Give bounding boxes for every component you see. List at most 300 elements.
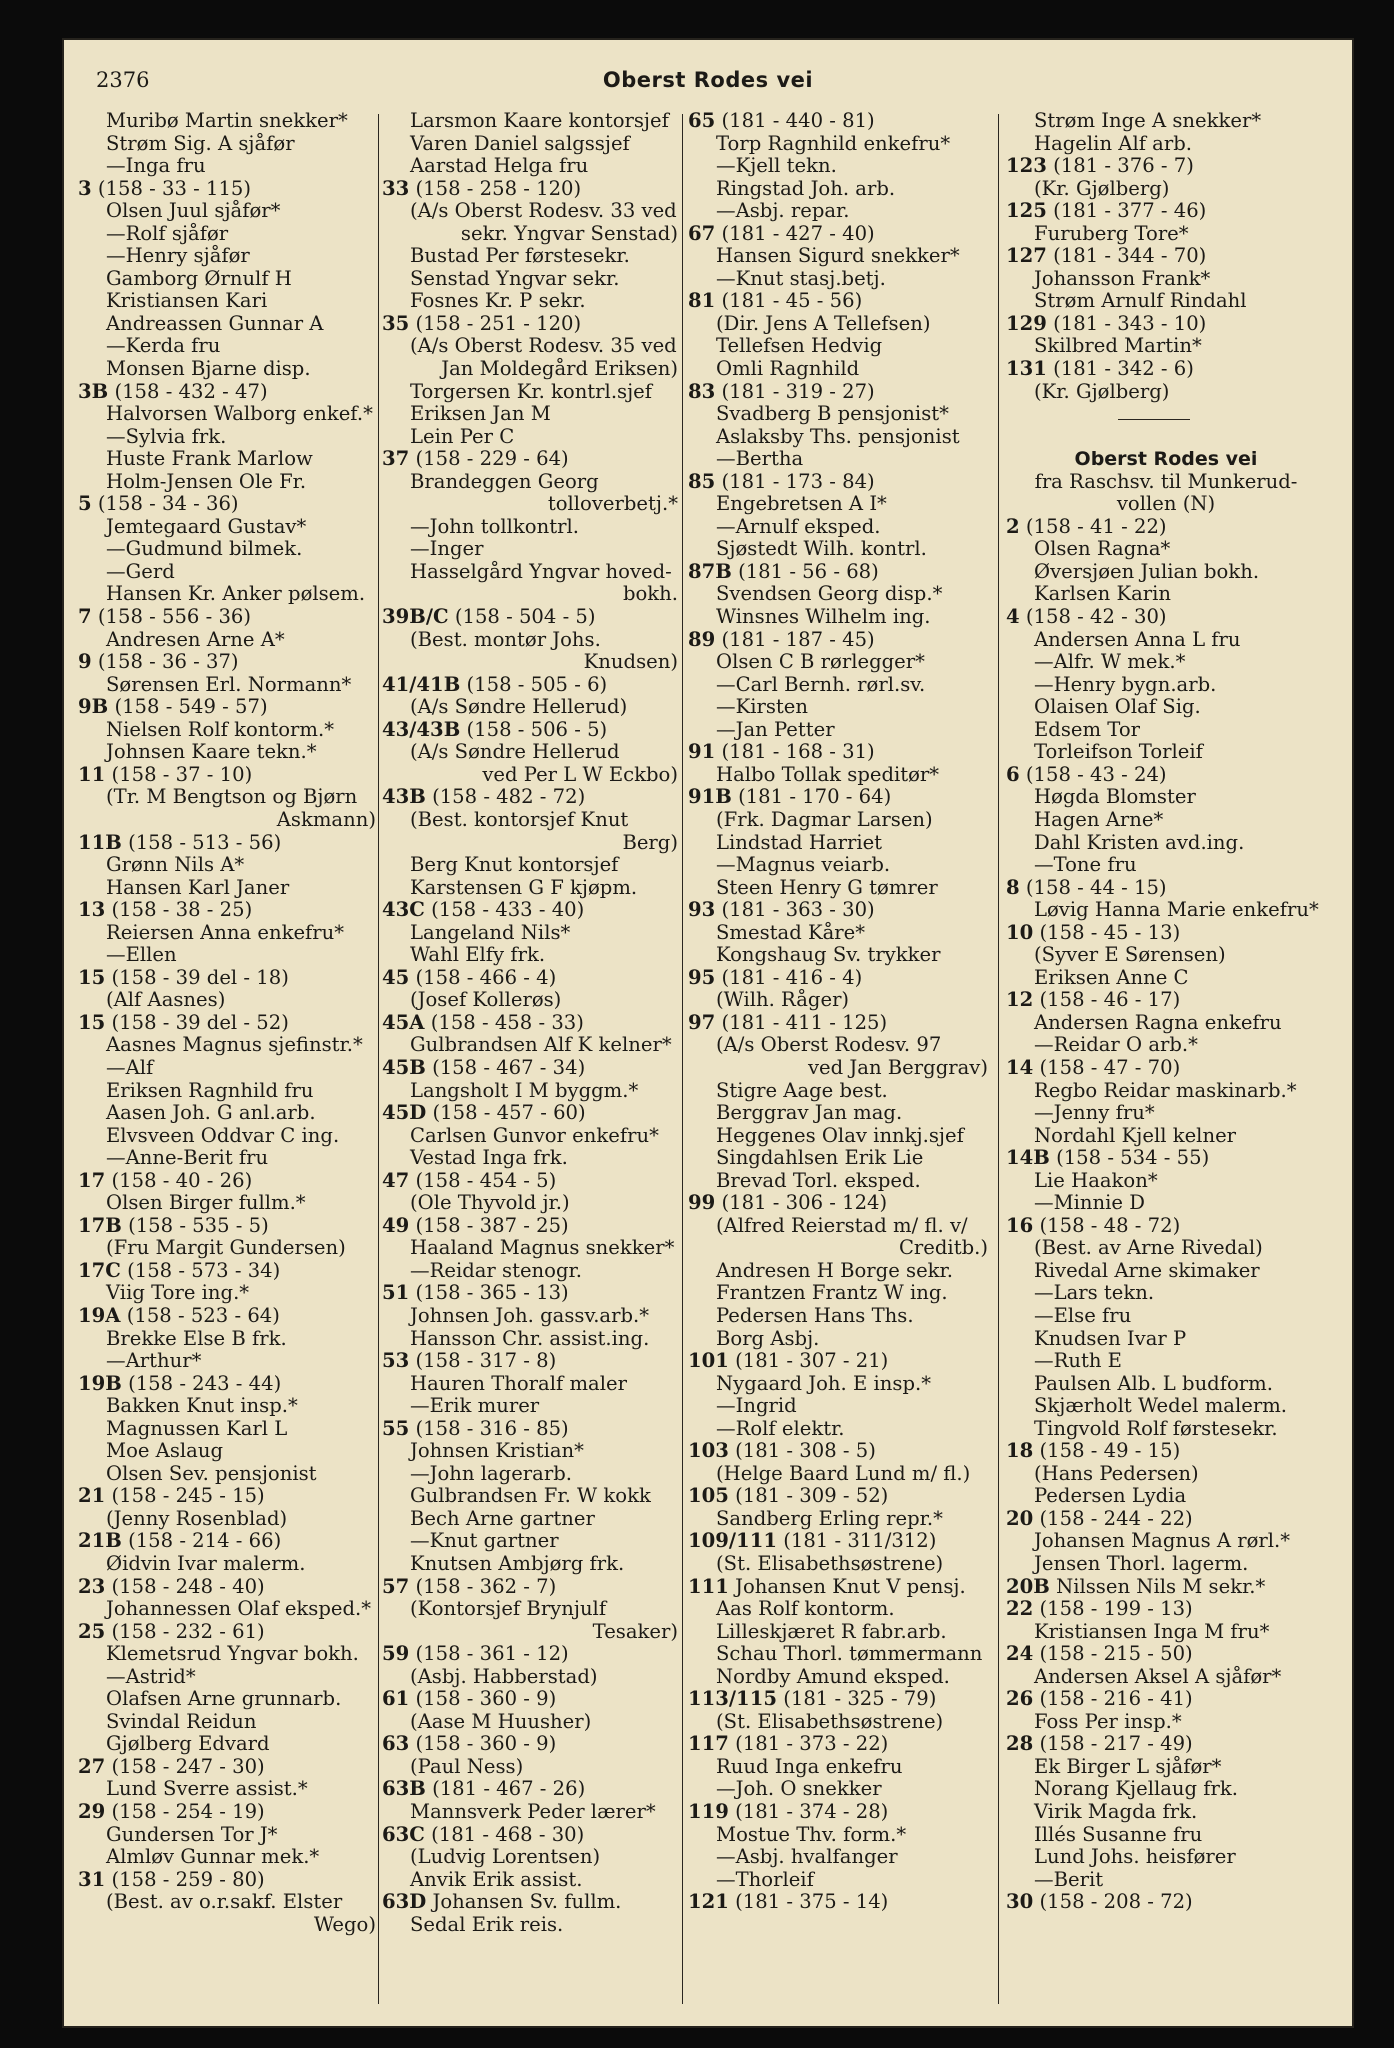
- address-detail: (181 - 319 - 27): [721, 379, 875, 403]
- resident-entry: Gjølberg Edvard: [106, 1732, 270, 1756]
- resident-entry: Jensen Thorl. lagerm.: [1034, 1552, 1249, 1575]
- address-line: [1006, 1147, 1326, 1170]
- house-number: 101: [688, 1349, 729, 1373]
- house-number: 4: [1006, 605, 1020, 629]
- resident-entry: —Minnie D: [1034, 1191, 1145, 1215]
- address-detail: Johansen Sv. fullm.: [432, 1890, 622, 1914]
- address-detail: (158 - 244 - 22): [1039, 1506, 1193, 1530]
- house-number: 9: [78, 650, 92, 674]
- resident-entry: Høgda Blomster: [1034, 785, 1196, 809]
- address-detail: Nilssen Nils M sekr.*: [1056, 1574, 1266, 1598]
- address-detail: (181 - 45 - 56): [721, 289, 863, 313]
- resident-entry: Langsholt I M byggm.*: [410, 1078, 639, 1102]
- address-detail: (181 - 427 - 40): [721, 221, 875, 245]
- resident-entry: Ruud Inga enkefru: [716, 1754, 903, 1778]
- resident-entry: —Carl Bernh. rørl.sv.: [716, 672, 926, 696]
- house-number: 3B: [78, 379, 109, 403]
- column-rule: [682, 114, 683, 2004]
- address-line: [382, 313, 678, 336]
- resident-entry: Hasselgård Yngvar hoved-: [410, 559, 672, 583]
- address-detail: (158 - 229 - 64): [415, 447, 569, 471]
- address-line: [1006, 1508, 1326, 1531]
- address-line: [1006, 358, 1326, 381]
- house-number: 103: [688, 1439, 729, 1463]
- address-detail: (158 - 457 - 60): [432, 1101, 586, 1125]
- resident-entry: —Thorleif: [716, 1867, 814, 1891]
- house-number: 59: [382, 1642, 410, 1666]
- address-line: [78, 1801, 376, 1824]
- resident-entry: Andersen Ragna enkefru: [1034, 1010, 1282, 1034]
- address-line: [1006, 313, 1326, 336]
- resident-entry: Øidvin Ivar malerm.: [106, 1552, 306, 1575]
- address-line: [1006, 989, 1326, 1012]
- address-line: [78, 1869, 376, 1892]
- address-line: [688, 1192, 988, 1215]
- resident-entry: (Jenny Rosenblad): [106, 1506, 288, 1530]
- address-line: [78, 1260, 376, 1283]
- address-line: [1006, 200, 1326, 223]
- address-detail: (158 - 365 - 13): [415, 1281, 569, 1305]
- address-line: [382, 1418, 678, 1441]
- house-number: 20B: [1006, 1574, 1050, 1598]
- address-detail: (158 - 433 - 40): [431, 898, 585, 922]
- house-number: 45D: [382, 1101, 427, 1125]
- address-detail: (158 - 36 - 37): [97, 650, 239, 674]
- house-number: 22: [1006, 1597, 1034, 1621]
- directory-column-1: [78, 110, 376, 1936]
- resident-entry: Olsen Sev. pensjonist: [106, 1461, 317, 1485]
- house-number: 12: [1006, 988, 1034, 1012]
- resident-entry: Rivedal Arne skimaker: [1034, 1258, 1260, 1282]
- address-line: [1006, 1688, 1326, 1711]
- resident-entry: Olafsen Arne grunnarb.: [106, 1687, 342, 1711]
- address-line: [382, 1215, 678, 1238]
- address-line: [382, 899, 678, 922]
- continuation-line: ved Per L W Eckbo): [482, 762, 678, 786]
- resident-entry: Strøm Inge A snekker*: [1034, 109, 1262, 132]
- address-line: [78, 1305, 376, 1328]
- house-number: 39B/C: [382, 605, 449, 629]
- house-number: 117: [688, 1732, 729, 1756]
- section-divider: [1006, 403, 1326, 426]
- resident-entry: Olsen Juul sjåfør*: [106, 199, 281, 223]
- address-detail: (181 - 173 - 84): [721, 469, 875, 493]
- resident-entry: Johannessen Olaf eksped.*: [106, 1597, 372, 1621]
- house-number: 51: [382, 1281, 410, 1305]
- resident-entry: —Arthur*: [106, 1349, 202, 1373]
- house-number: 127: [1006, 244, 1047, 268]
- address-detail: (158 - 360 - 9): [415, 1732, 557, 1756]
- address-line: [382, 719, 678, 742]
- continuation-line: Tesaker): [592, 1619, 678, 1643]
- resident-entry: Norang Kjellaug frk.: [1034, 1777, 1239, 1801]
- resident-entry: Skjærholt Wedel malerm.: [1034, 1394, 1288, 1418]
- address-line: [688, 110, 988, 133]
- address-line: [688, 1733, 988, 1756]
- address-detail: (181 - 307 - 21): [735, 1349, 889, 1373]
- house-number: 63B: [382, 1777, 426, 1801]
- resident-entry: Nygaard Joh. E insp.*: [716, 1371, 932, 1395]
- resident-entry: Svendsen Georg disp.*: [716, 582, 943, 606]
- house-number: 81: [688, 289, 716, 313]
- address-line: [1006, 764, 1326, 787]
- address-detail: (181 - 309 - 52): [735, 1484, 889, 1508]
- continuation-line: sekr. Yngvar Senstad): [460, 221, 678, 245]
- house-number: 25: [78, 1619, 106, 1643]
- address-line: [688, 1891, 988, 1914]
- address-line: [78, 1621, 376, 1644]
- resident-entry: —Arnulf eksped.: [716, 514, 881, 538]
- house-number: 16: [1006, 1213, 1034, 1237]
- address-detail: (181 - 440 - 81): [721, 109, 875, 132]
- house-number: 45A: [382, 1010, 425, 1034]
- resident-entry: Torp Ragnhild enkefru*: [716, 131, 951, 155]
- house-number: 17: [78, 1168, 106, 1192]
- address-line: [78, 1012, 376, 1035]
- resident-entry: Almløv Gunnar mek.*: [106, 1845, 320, 1869]
- resident-entry: Lilleskjæret R fabr.arb.: [716, 1619, 947, 1643]
- resident-entry: Schau Thorl. tømmermann: [716, 1642, 983, 1666]
- address-line: [1006, 1733, 1326, 1756]
- address-detail: (158 - 39 del - 18): [111, 965, 289, 989]
- resident-entry: —Asbj. hvalfanger: [716, 1845, 898, 1869]
- resident-entry: (Kr. Gjølberg): [1034, 379, 1170, 403]
- house-number: 18: [1006, 1439, 1034, 1463]
- continuation-line: Askmann): [276, 807, 376, 831]
- house-number: 49: [382, 1213, 410, 1237]
- address-detail: (181 - 311/312): [783, 1529, 937, 1553]
- resident-entry: Brevad Torl. eksped.: [716, 1168, 921, 1192]
- house-number: 10: [1006, 920, 1034, 944]
- address-detail: (158 - 505 - 6): [466, 672, 608, 696]
- house-number: 35: [382, 311, 410, 335]
- address-detail: (181 - 373 - 22): [735, 1732, 889, 1756]
- address-detail: (158 - 48 - 72): [1039, 1213, 1181, 1237]
- resident-entry: Sandberg Erling repr.*: [716, 1506, 943, 1530]
- resident-entry: (Wilh. Råger): [716, 988, 850, 1012]
- address-detail: (181 - 377 - 46): [1053, 199, 1207, 223]
- resident-entry: Holm-Jensen Ole Fr.: [106, 469, 307, 493]
- resident-entry: Senstad Yngvar sekr.: [410, 266, 620, 290]
- resident-entry: Monsen Bjarne disp.: [106, 357, 311, 381]
- house-number: 61: [382, 1687, 410, 1711]
- resident-entry: Kristiansen Inga M fru*: [1034, 1619, 1270, 1643]
- address-detail: (158 - 208 - 72): [1039, 1890, 1193, 1914]
- resident-entry: (Helge Baard Lund m/ fl.): [716, 1461, 971, 1485]
- directory-page: [62, 38, 1354, 2028]
- resident-entry: Sedal Erik reis.: [410, 1912, 564, 1936]
- resident-entry: Smestad Kåre*: [716, 920, 866, 944]
- resident-entry: Andersen Aksel A sjåfør*: [1034, 1664, 1282, 1688]
- resident-entry: Skilbred Martin*: [1034, 334, 1202, 358]
- continuation-line: ved Jan Berggrav): [807, 1055, 988, 1079]
- resident-entry: —Reidar O arb.*: [1034, 1033, 1198, 1057]
- address-line: [1006, 1057, 1326, 1080]
- address-line: [382, 606, 678, 629]
- resident-entry: Lein Per C: [410, 424, 515, 448]
- resident-entry: —Henry bygn.arb.: [1034, 672, 1217, 696]
- resident-entry: —Sylvia frk.: [106, 424, 227, 448]
- resident-entry: Omli Ragnhild: [716, 357, 860, 381]
- resident-entry: (St. Elisabethsøstrene): [716, 1709, 944, 1733]
- house-number: 8: [1006, 875, 1020, 899]
- resident-entry: Fosnes Kr. P sekr.: [410, 289, 586, 313]
- resident-entry: Engebretsen A I*: [716, 492, 887, 516]
- address-line: [1006, 1215, 1326, 1238]
- resident-entry: Knudsen Ivar P: [1034, 1326, 1187, 1350]
- address-line: [382, 1778, 678, 1801]
- house-number: 93: [688, 898, 716, 922]
- house-number: 87B: [688, 559, 732, 583]
- address-line: [688, 290, 988, 313]
- resident-entry: (A/s Søndre Hellerud: [410, 740, 620, 764]
- address-line: [78, 967, 376, 990]
- resident-entry: Karlsen Karin: [1034, 582, 1172, 606]
- address-detail: (181 - 468 - 30): [431, 1822, 585, 1846]
- address-line: [382, 1102, 678, 1125]
- resident-entry: (A/s Oberst Rodesv. 97: [716, 1033, 942, 1057]
- address-detail: (158 - 362 - 7): [415, 1574, 557, 1598]
- house-number: 105: [688, 1484, 729, 1508]
- resident-entry: Dahl Kristen avd.ing.: [1034, 830, 1245, 854]
- resident-entry: —Inga fru: [106, 154, 206, 178]
- resident-entry: Johansen Magnus A rørl.*: [1034, 1529, 1291, 1553]
- address-detail: (158 - 248 - 40): [111, 1574, 265, 1598]
- resident-entry: Aarstad Helga fru: [410, 154, 589, 178]
- address-detail: (158 - 251 - 120): [415, 311, 582, 335]
- resident-entry: Lie Haakon*: [1034, 1168, 1158, 1192]
- address-detail: (158 - 38 - 25): [111, 898, 253, 922]
- resident-entry: Brekke Else B frk.: [106, 1326, 287, 1350]
- address-line: [382, 178, 678, 201]
- address-line: [688, 629, 988, 652]
- address-line: [78, 178, 376, 201]
- address-line: [78, 832, 376, 855]
- resident-entry: —Alf: [106, 1055, 154, 1079]
- house-number: 43B: [382, 785, 426, 809]
- resident-entry: Steen Henry G tømrer: [716, 875, 938, 899]
- address-line: [382, 448, 678, 471]
- address-detail: (158 - 535 - 5): [128, 1213, 269, 1237]
- address-detail: (158 - 432 - 47): [114, 379, 268, 403]
- address-detail: (158 - 467 - 34): [432, 1055, 586, 1079]
- resident-entry: (Paul Ness): [410, 1754, 524, 1778]
- address-line: [78, 1170, 376, 1193]
- address-detail: (158 - 361 - 12): [415, 1642, 569, 1666]
- resident-entry: (Best. av Arne Rivedal): [1034, 1236, 1263, 1260]
- resident-entry: —Henry sjåfør: [106, 244, 250, 268]
- address-detail: (181 - 342 - 6): [1053, 357, 1194, 381]
- address-line: [382, 786, 678, 809]
- address-line: [688, 786, 988, 809]
- address-line: [382, 1688, 678, 1711]
- resident-entry: —Bertha: [716, 447, 804, 471]
- resident-entry: Moe Aslaug: [106, 1439, 223, 1463]
- address-line: [78, 1576, 376, 1599]
- house-number: 55: [382, 1416, 410, 1440]
- resident-entry: Aasen Joh. G anl.arb.: [106, 1101, 316, 1125]
- address-detail: (158 - 245 - 15): [111, 1484, 265, 1508]
- house-number: 45: [382, 965, 410, 989]
- resident-entry: Klemetsrud Yngvar bokh.: [106, 1642, 359, 1666]
- resident-entry: Bech Arne gartner: [410, 1506, 595, 1530]
- resident-entry: Strøm Sig. A sjåfør: [106, 131, 295, 155]
- address-detail: (158 - 232 - 61): [111, 1619, 265, 1643]
- resident-entry: (Ole Thyvold jr.): [410, 1191, 570, 1215]
- house-number: 129: [1006, 311, 1047, 335]
- resident-entry: Andreassen Gunnar A: [106, 311, 324, 335]
- address-detail: (158 - 217 - 49): [1039, 1732, 1193, 1756]
- address-line: [688, 967, 988, 990]
- address-detail: (158 - 34 - 36): [97, 492, 239, 516]
- house-number: 9B: [78, 695, 109, 719]
- section-subheading: vollen (N): [1116, 492, 1216, 516]
- resident-entry: Larsmon Kaare kontorsjef: [410, 109, 669, 132]
- house-number: 17B: [78, 1213, 122, 1237]
- address-line: [382, 1824, 678, 1847]
- house-number: 5: [78, 492, 92, 516]
- house-number: 30: [1006, 1890, 1034, 1914]
- address-detail: (181 - 325 - 79): [783, 1687, 937, 1711]
- address-detail: (181 - 467 - 26): [432, 1777, 586, 1801]
- resident-entry: Bustad Per førstesekr.: [410, 244, 630, 268]
- resident-entry: —Ingrid: [716, 1394, 797, 1418]
- address-line: [382, 1057, 678, 1080]
- house-number: 67: [688, 221, 716, 245]
- resident-entry: Andersen Anna L fru: [1034, 627, 1241, 651]
- resident-entry: (Asbj. Habberstad): [410, 1664, 598, 1688]
- resident-entry: Øversjøen Julian bokh.: [1034, 559, 1260, 583]
- address-line: [382, 1643, 678, 1666]
- address-line: [78, 493, 376, 516]
- resident-entry: Sørensen Erl. Normann*: [106, 672, 352, 696]
- address-detail: (181 - 375 - 14): [735, 1890, 889, 1914]
- house-number: 43C: [382, 898, 425, 922]
- house-number: 85: [688, 469, 716, 493]
- resident-entry: —Kjell tekn.: [716, 154, 837, 178]
- address-detail: (158 - 360 - 9): [415, 1687, 557, 1711]
- resident-entry: Vestad Inga frk.: [410, 1146, 568, 1170]
- resident-entry: —Reidar stenogr.: [410, 1258, 582, 1282]
- address-detail: (158 - 44 - 15): [1025, 875, 1167, 899]
- address-line: [78, 764, 376, 787]
- address-line: [688, 1485, 988, 1508]
- continuation-line: bokh.: [622, 582, 678, 606]
- house-number: 111: [688, 1574, 729, 1598]
- address-line: [688, 223, 988, 246]
- resident-entry: Viig Tore ing.*: [106, 1281, 250, 1305]
- resident-entry: Pedersen Hans Ths.: [716, 1303, 914, 1327]
- address-line: [78, 1485, 376, 1508]
- resident-entry: Svindal Reidun: [106, 1709, 257, 1733]
- resident-entry: Elvsveen Oddvar C ing.: [106, 1123, 340, 1147]
- resident-entry: (Alfred Reierstad m/ fl. v/: [716, 1213, 968, 1237]
- house-number: 119: [688, 1800, 729, 1824]
- resident-entry: —Lars tekn.: [1034, 1281, 1155, 1305]
- resident-entry: —Tone fru: [1034, 853, 1137, 877]
- address-line: [688, 381, 988, 404]
- house-number: 14: [1006, 1055, 1034, 1079]
- address-detail: (158 - 316 - 85): [415, 1416, 569, 1440]
- address-line: [1006, 516, 1326, 539]
- resident-entry: Gulbrandsen Alf K kelner*: [410, 1033, 672, 1057]
- address-line: [688, 561, 988, 584]
- address-line: [688, 1576, 988, 1599]
- resident-entry: —Joh. O snekker: [716, 1777, 882, 1801]
- resident-entry: Heggenes Olav innkj.sjef: [716, 1123, 964, 1147]
- house-number: 21B: [78, 1529, 122, 1553]
- resident-entry: Eriksen Anne C: [1034, 965, 1189, 989]
- address-detail: (158 - 41 - 22): [1025, 514, 1167, 538]
- resident-entry: Hauren Thoralf maler: [410, 1371, 627, 1395]
- resident-entry: Eriksen Ragnhild fru: [106, 1078, 314, 1102]
- address-detail: (158 - 482 - 72): [432, 785, 586, 809]
- resident-entry: Muribø Martin snekker*: [106, 109, 348, 132]
- address-detail: (158 - 523 - 64): [126, 1303, 280, 1327]
- house-number: 6: [1006, 762, 1020, 786]
- resident-entry: Reiersen Anna enkefru*: [106, 920, 345, 944]
- address-line: [688, 1350, 988, 1373]
- house-number: 121: [688, 1890, 729, 1914]
- continuation-line: Berg): [622, 830, 678, 854]
- address-detail: (158 - 513 - 56): [128, 830, 282, 854]
- address-line: [1006, 1891, 1326, 1914]
- resident-entry: (Ludvig Lorentsen): [410, 1845, 601, 1869]
- address-detail: (158 - 40 - 26): [111, 1168, 253, 1192]
- house-number: 83: [688, 379, 716, 403]
- resident-entry: Lindstad Harriet: [716, 830, 883, 854]
- resident-entry: Eriksen Jan M: [410, 402, 551, 426]
- section-subheading: fra Raschsv. til Munkerud-: [1034, 469, 1298, 493]
- continuation-line: Knudsen): [583, 650, 678, 674]
- resident-entry: (St. Elisabethsøstrene): [716, 1552, 944, 1575]
- house-number: 99: [688, 1191, 716, 1215]
- house-number: 65: [688, 109, 716, 132]
- resident-entry: Winsnes Wilhelm ing.: [716, 605, 931, 629]
- resident-entry: (Hans Pedersen): [1034, 1461, 1199, 1485]
- resident-entry: —Knut gartner: [410, 1529, 559, 1553]
- resident-entry: Hagelin Alf arb.: [1034, 131, 1193, 155]
- address-line: [78, 606, 376, 629]
- resident-entry: (Alf Aasnes): [106, 988, 226, 1012]
- address-line: [688, 1688, 988, 1711]
- resident-entry: (Kr. Gjølberg): [1034, 176, 1170, 200]
- resident-entry: Hansson Chr. assist.ing.: [410, 1326, 650, 1350]
- address-detail: (181 - 411 - 125): [721, 1010, 888, 1034]
- house-number: 27: [78, 1754, 106, 1778]
- resident-entry: Johnsen Joh. gassv.arb.*: [410, 1303, 650, 1327]
- address-detail: (158 - 46 - 17): [1039, 988, 1181, 1012]
- address-detail: (158 - 199 - 13): [1039, 1597, 1193, 1621]
- resident-entry: Løvig Hanna Marie enkefru*: [1034, 898, 1319, 922]
- house-number: 53: [382, 1349, 410, 1373]
- address-line: [1006, 155, 1326, 178]
- address-detail: (158 - 504 - 5): [454, 605, 596, 629]
- resident-entry: (Best. av o.r.sakf. Elster: [106, 1890, 343, 1914]
- address-detail: (158 - 243 - 44): [128, 1371, 282, 1395]
- house-number: 109/111: [688, 1529, 777, 1553]
- address-line: [382, 1170, 678, 1193]
- address-line: [688, 741, 988, 764]
- resident-entry: —Jenny fru*: [1034, 1101, 1155, 1125]
- address-detail: (158 - 573 - 34): [127, 1258, 281, 1282]
- resident-entry: Kristiansen Kari: [106, 289, 268, 313]
- address-detail: (158 - 506 - 5): [466, 717, 608, 741]
- address-detail: (158 - 42 - 30): [1025, 605, 1167, 629]
- resident-entry: Borg Asbj.: [716, 1326, 820, 1350]
- resident-entry: Lund Johs. heisfører: [1034, 1845, 1236, 1869]
- resident-entry: Singdahlsen Erik Lie: [716, 1146, 924, 1170]
